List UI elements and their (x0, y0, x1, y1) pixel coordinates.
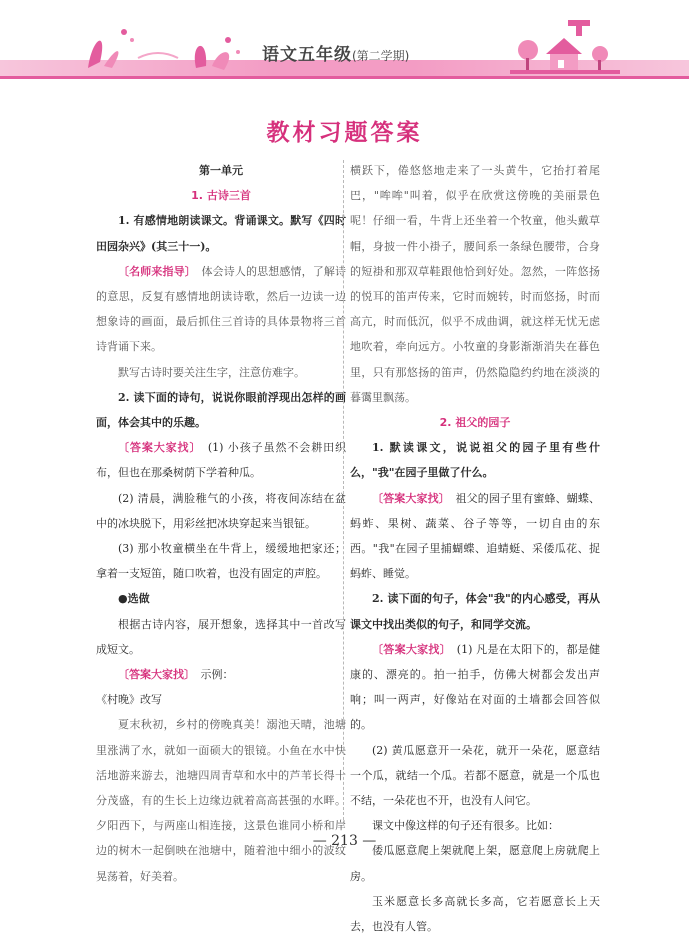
answer-2: (2) 清晨，满脸稚气的小孩，将夜间冻结在盆中的冰块脱下，用彩丝把冰块穿起来当银钲。 (96, 491, 346, 530)
answer-lesson2-2: 〔答案大家找〕 (1) 凡是在太阳下的，都是健康的、漂亮的。拍一拍手，仿佛大树都会发出声响；叫一两声，好像站在对面的土墙都会回答似的。 (350, 642, 601, 732)
book-title: 语文五年级(第二学期) (262, 45, 410, 65)
question-1: 1. 有感情地朗读课文。背诵课文。默写《四时田园杂兴》(其三十一)。 (96, 214, 346, 253)
story-continued: 横跃下，倦悠悠地走来了一头黄牛，它抬打着尾巴，"哞哞"叫着，似乎在欣赏这傍晚的美丽景色呢！仔细一看，牛背上还坐着一个牧童，他头戴草帽，身披一件小褂子，腰间系一条绿色腰带，合身的短褂和那双草鞋跟他恰到好处。忽然，一阵悠扬的悦耳的笛声传来，它时而婉转，时而悠扬，时而高亢，时而低沉，似乎不成曲调，就这样无忧无虑地吹着，牵向远方。小牧童的身影渐渐消失在暮色里，只有那悠扬的笛声，仍然隐隐约约地在淡淡的暮霭里飘荡。 (350, 164, 600, 404)
page-header (0, 0, 689, 86)
teacher-guidance: 〔名师来指导〕 体会诗人的思想感情，了解诗的意思，反复有感情地朗读诗歌，然后一边读一边想象诗的画面，最后抓住三首诗的具体景物将三首诗背诵下来。 (96, 264, 346, 354)
question-2-lesson2: 2. 读下面的句子，体会"我"的内心感受，再从课文中找出类似的句子，和同学交流。 (350, 592, 600, 631)
section-title: 教材习题答案 (266, 119, 423, 146)
elective-heading: ●选做 (118, 592, 150, 606)
answer-tag: 〔答案大家找〕 (118, 441, 196, 455)
story-text: 夏末秋初，乡村的傍晚真美！溺池天晴，池塘里涨满了水，就如一面硕大的银镜。小鱼在水中快活地游来游去，池塘四周青草和水中的芦苇长得十分茂盛，有的生长上边缘边就着高高甚强的水畔。夕阳西下，与两座山相连接，这景色谁同小桥和岸边的树木一起倒映在池塘中，随着池中细小的波纹晃荡着，好美着。 (96, 718, 346, 883)
answer-3: (3) 那小牧童横坐在牛背上，缓缓地把家还；拿着一支短笛，随口吹着，也没有固定的声腔。 (96, 542, 346, 581)
question-2: 2. 读下面的诗句，说说你眼前浮现出怎样的画面，体会其中的乐趣。 (96, 390, 346, 430)
answer-lesson2-3: (2) 黄瓜愿意开一朵花，就开一朵花，愿意结一个瓜，就结一个瓜。若都不愿意，就是一个瓜也不结，一朵花也不开，也没有人问它。 (350, 743, 600, 808)
left-column (96, 158, 346, 889)
answer-lesson2-4: 课文中像这样的句子还有很多。比如： (372, 819, 559, 833)
page-number: — 213 — (312, 833, 377, 849)
teacher-tag: 〔名师来指导〕 (118, 264, 191, 278)
lesson-heading-2: 2. 祖父的园子 (439, 416, 511, 430)
elective-text: 根据古诗内容，展开想象，选择其中一首改写成短文。 (96, 617, 346, 656)
answer-tag-4: 〔答案大家找〕 (372, 642, 446, 656)
answer-lesson2-5: 倭瓜愿意爬上架就爬上架，愿意爬上房就爬上房。 (350, 844, 600, 883)
unit-heading: 第一单元 (199, 164, 243, 177)
guidance-note: 默写古诗时要关注生字，注意仿难字。 (118, 365, 305, 379)
right-column (350, 158, 600, 939)
column-divider (343, 160, 344, 820)
answer-lesson2-6: 玉米愿意长多高就长多高，它若愿意长上天去，也没有人管。 (350, 894, 600, 934)
question-1-lesson2: 1. 默读课文，说说祖父的园子里有些什么，"我"在园子里做了什么。 (350, 441, 600, 480)
lesson-heading: 1. 古诗三首 (191, 189, 251, 203)
answer-tag-2: 〔答案大家找〕 (118, 668, 190, 682)
story-title: 《村晚》改写 (96, 693, 162, 707)
house-decoration-icon (510, 14, 620, 80)
example-line: 〔答案大家找〕 示例： (118, 668, 234, 682)
answer-tag-3: 〔答案大家找〕 (372, 491, 445, 505)
answer-lesson2-1: 〔答案大家找〕 祖父的园子里有蜜蜂、蝴蝶、蚂蚱、果树、蔬菜、谷子等等，一切自由的东西。"我"在园子里捕蝴蝶、追蜻蜓、采倭瓜花、捉蚂蚱、睡觉。 (350, 491, 600, 581)
answer-1: 〔答案大家找〕 (1) 小孩子虽然不会耕田织布，但也在那桑树荫下学着种瓜。 (96, 441, 347, 480)
floral-decoration-icon (78, 18, 258, 80)
